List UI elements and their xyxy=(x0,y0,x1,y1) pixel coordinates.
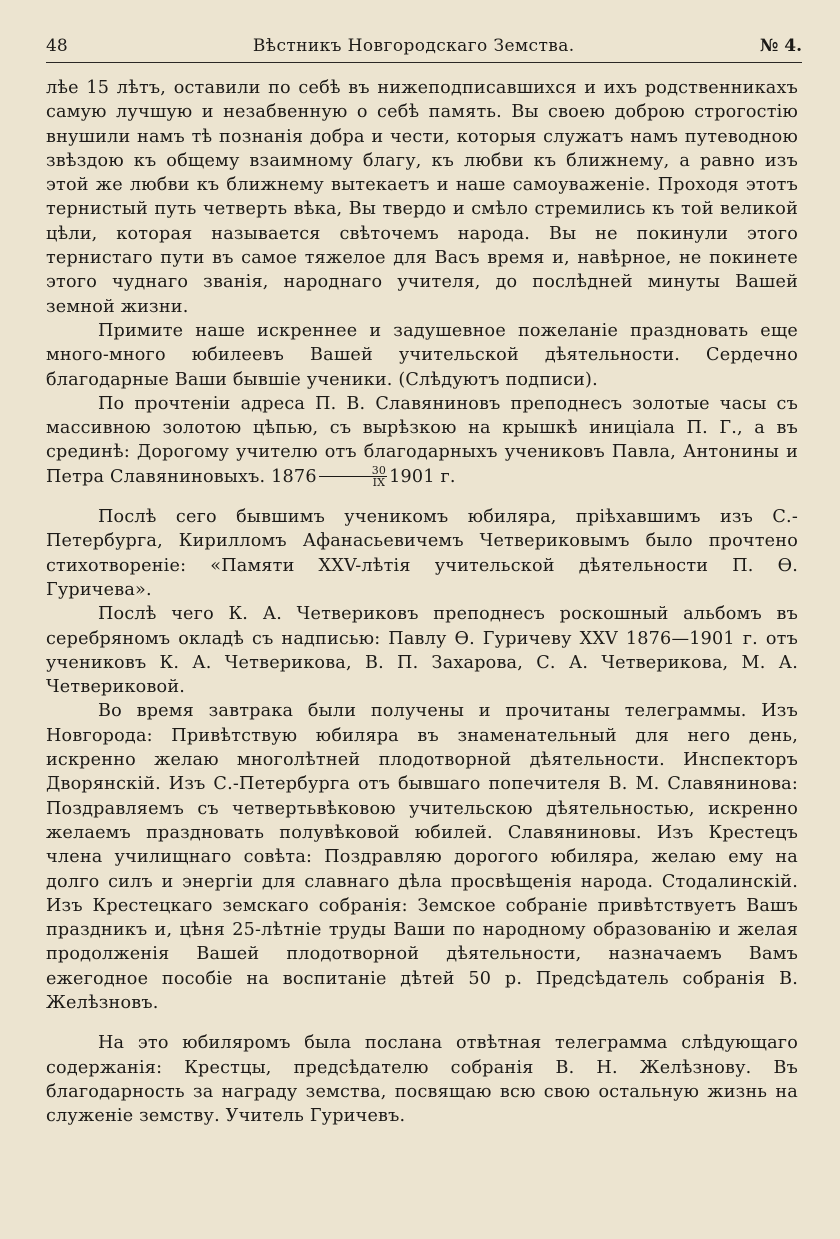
issue-number: № 4. xyxy=(759,36,802,56)
paragraph-watch-gift xyxy=(46,392,798,489)
paragraph-address-continuation: лѣе 15 лѣтъ, оставили по себѣ въ нижеподписавшихся и ихъ родственникахъ самую лучшую и незабвенную о себѣ память. Вы своею доброю строгостію внушили намъ тѣ познанія добра и чести, которыя служатъ намъ путеводною звѣздою къ общему взаимному благу, къ любви къ ближнему, а равно изъ этой же любви къ ближнему вытекаетъ и наше самоуваженіе. Проходя этотъ тернистый путь четверть вѣка, Вы твердо и смѣло стремились къ той великой цѣли, которая называется свѣточемъ народа. Вы не покинули этого тернистаго пути въ самое тяжелое для Васъ время и, навѣрное, не покинете этого чуднаго званія, народнаго учителя, до послѣдней минуты Вашей земной жизни. xyxy=(46,78,798,317)
paragraph-album: Послѣ чего К. А. Четвериковъ преподнесъ роскошный альбомъ въ серебряномъ окладѣ съ надписью: Павлу Ѳ. Гуричеву XXV 1876—1901 г. отъ учениковъ К. А. Четверикова, В. П. Захарова, С. А. Четверикова, М. А. Четвериковой. xyxy=(46,604,798,698)
paragraph-telegrams: Во время завтрака были получены и прочитаны телеграммы. Изъ Новгорода: Привѣтствую юбиляра въ знаменательный для него день, искренно желаю многолѣтней плодотворной дѣятельности. Инспекторъ Дворянскій. Изъ С.-Петербурга отъ бывшаго попечителя В. М. Славянинова: Поздравляемъ съ четвертьвѣковою учительскою дѣятельностью, искренно желаемъ праздновать полувѣковой юбилей. Славяниновы. Изъ Крестецъ члена училищнаго совѣта: Поздравляю дорогого юбиляра, желаю ему на долго силъ и энергіи для славнаго дѣла просвѣщенія народа. Стодалинскій. Изъ Крестецкаго земскаго собранія: Земское собраніе привѣтствуетъ Вашъ праздникъ и, цѣня 25-лѣтніе труды Ваши по народному образованію и желая продолженія Вашей плодотворной дѣятельности, назначаемъ Вамъ ежегодное пособіе на воспитаніе дѣтей 50 р. Предсѣдатель собранія В. Желѣзновъ. xyxy=(46,701,798,1013)
body-text xyxy=(46,76,798,1128)
fraction-numerator: 30 xyxy=(319,465,387,477)
watch-gift-tail: 1901 г. xyxy=(389,466,456,487)
journal-title: Вѣстникъ Новгородскаго Земства. xyxy=(252,36,575,56)
page-header xyxy=(46,30,802,63)
paragraph-reply: На это юбиляромъ была послана отвѣтная телеграмма слѣдующаго содержанія: Крестцы, предсѣдателю собранія В. Н. Желѣзнову. Въ благодарность за награду земства, посвящаю всю свою остальную жизнь на служеніе земству. Учитель Гуричевъ. xyxy=(46,1033,798,1127)
watch-gift-text: По прочтеніи адреса П. В. Славяниновъ преподнесъ золотые часы съ массивною золотою цѣпью, съ вырѣзкою на крышкѣ иниціала П. Г., а въ срединѣ: Дорогому учителю отъ благодарныхъ учениковъ Павла, Антонины и Петра Славяниновыхъ. 1876 xyxy=(46,393,798,487)
paragraph-poem: Послѣ сего бывшимъ ученикомъ юбиляра, пріѣхавшимъ изъ С.-Петербурга, Кирилломъ Афанасьевичемъ Четвериковымъ было прочтено стихотвореніе: «Памяти XXV-лѣтія учительской дѣятельности П. Ѳ. Гуричева». xyxy=(46,507,798,600)
date-fraction xyxy=(319,465,387,488)
fraction-denominator: IX xyxy=(372,476,386,490)
paragraph-wishes: Примите наше искреннее и задушевное пожеланіе праздновать еще много-много юбилеевъ Вашей учительской дѣятельности. Сердечно благодарные Ваши бывшіе ученики. (Слѣдуютъ подписи). xyxy=(46,320,798,390)
page-number: 48 xyxy=(46,36,68,56)
